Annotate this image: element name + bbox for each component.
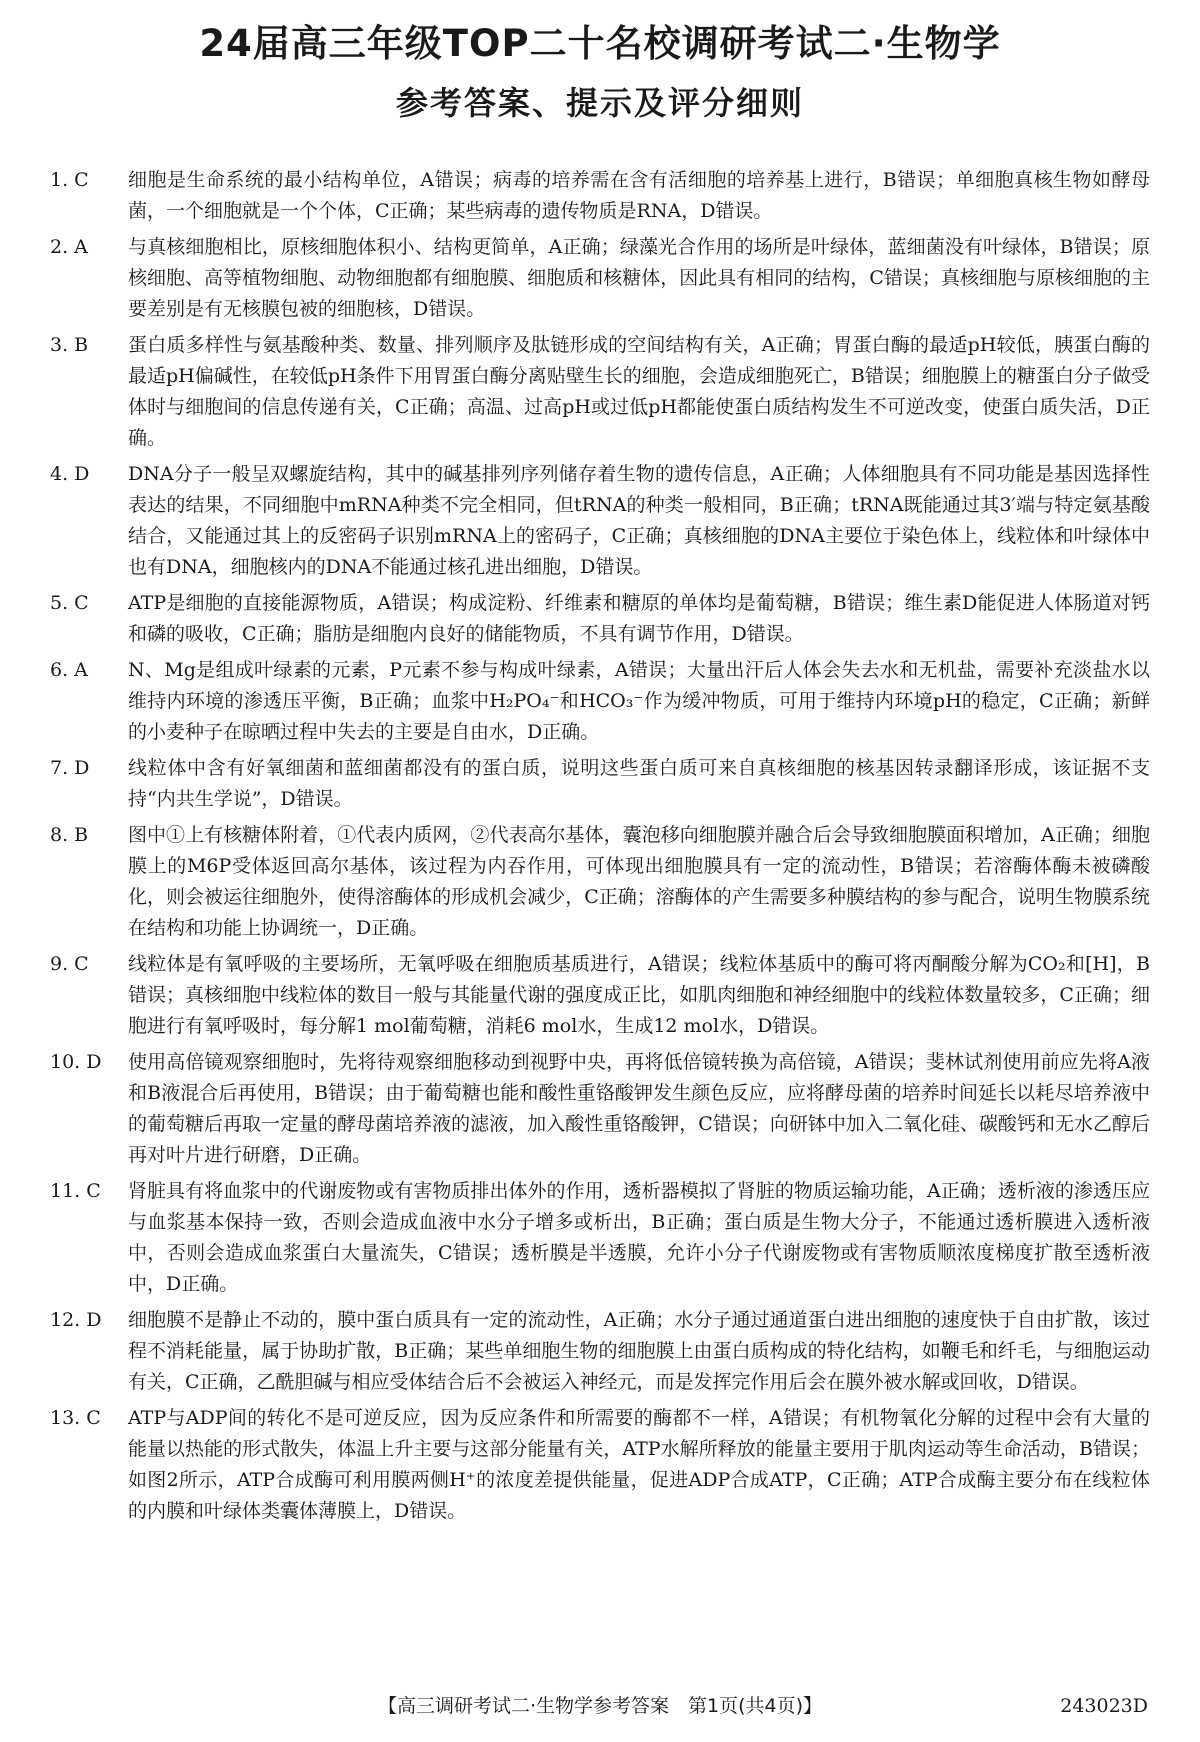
answer-number: 4. D [50,463,90,485]
answer-number: 12. D [50,1309,102,1331]
answer-explanation: DNA分子一般呈双螺旋结构，其中的碱基排列序列储存着生物的遗传信息，A正确；人体细胞具有不同功能是基因选择性表达的结果，不同细胞中mRNA种类不完全相同，但tRNA的种类一般相同，B正确；tRNA既能通过其3′端与特定氨基酸结合，又能通过其上的反密码子识别mRNA上的密码子，C正确；真核细胞的DNA主要位于染色体上，线粒体和叶绿体中也有DNA，细胞核内的DNA不能通过核孔进出细胞，D错误。 [128,463,1150,578]
answer-explanation: ATP是细胞的直接能源物质，A错误；构成淀粉、纤维素和糖原的单体均是葡萄糖，B错误；维生素D能促进人体肠道对钙和磷的吸收，C正确；脂肪是细胞内良好的储能物质，不具有调节作用，D错误。 [128,592,1150,645]
answer-item-5 [50,588,1150,650]
answer-item-13 [50,1403,1150,1527]
answer-explanation: 线粒体中含有好氧细菌和蓝细菌都没有的蛋白质，说明这些蛋白质可来自真核细胞的核基因转录翻译形成，该证据不支持“内共生学说”，D错误。 [128,757,1150,810]
document-title: 24届高三年级TOP二十名校调研考试二·生物学 [199,22,1001,65]
answer-explanation: 蛋白质多样性与氨基酸种类、数量、排列顺序及肽链形成的空间结构有关，A正确；胃蛋白酶的最适pH较低，胰蛋白酶的最适pH偏碱性，在较低pH条件下用胃蛋白酶分离贴壁生长的细胞，会造成细胞死亡，B错误；细胞膜上的糖蛋白分子做受体时与细胞间的信息传递有关，C正确；高温、过高pH或过低pH都能使蛋白质结构发生不可逆改变，使蛋白质失活，D正确。 [128,334,1150,449]
answer-item-6 [50,655,1150,748]
answer-item-8 [50,820,1150,944]
answer-number: 7. D [50,757,90,779]
answer-item-10 [50,1047,1150,1171]
answer-number: 8. B [50,824,89,846]
document-code: 243023D [1060,1695,1148,1717]
answer-item-1 [50,165,1150,227]
answer-number: 9. C [50,953,89,975]
answer-item-7 [50,753,1150,815]
answer-explanation: 细胞是生命系统的最小结构单位，A错误；病毒的培养需在含有活细胞的培养基上进行，B错误；单细胞真核生物如酵母菌，一个细胞就是一个个体，C正确；某些病毒的遗传物质是RNA，D错误。 [128,169,1150,222]
answer-explanation: 细胞膜不是静止不动的，膜中蛋白质具有一定的流动性，A正确；水分子通过通道蛋白进出细胞的速度快于自由扩散，该过程不消耗能量，属于协助扩散，B正确；某些单细胞生物的细胞膜上由蛋白质构成的特化结构，如鞭毛和纤毛，与细胞运动有关，C正确，乙酰胆碱与相应受体结合后不会被运入神经元，而是发挥完作用后会在膜外被水解或回收，D错误。 [128,1309,1150,1393]
answer-item-12 [50,1305,1150,1398]
answer-item-3 [50,330,1150,454]
answer-explanation: 线粒体是有氧呼吸的主要场所，无氧呼吸在细胞质基质进行，A错误；线粒体基质中的酶可将丙酮酸分解为CO₂和[H]，B错误；真核细胞中线粒体的数目一般与其能量代谢的强度成正比，如肌肉细胞和神经细胞中的线粒体数量较多，C正确；细胞进行有氧呼吸时，每分解1 mol葡萄糖，消耗6 mol水，生成12 mol水，D错误。 [128,953,1150,1037]
answer-number: 3. B [50,334,89,356]
footer-label: 【高三调研考试二·生物学参考答案 第1页(共4页)】 [377,1695,823,1717]
answer-number: 11. C [50,1180,101,1202]
answer-explanation: 与真核细胞相比，原核细胞体积小、结构更简单，A正确；绿藻光合作用的场所是叶绿体，蓝细菌没有叶绿体，B错误；原核细胞、高等植物细胞、动物细胞都有细胞膜、细胞质和核糖体，因此具有相同的结构，C错误；真核细胞与原核细胞的主要差别是有无核膜包被的细胞核，D错误。 [128,236,1150,320]
answer-number: 13. C [50,1407,101,1429]
answer-number: 5. C [50,592,89,614]
answer-list [50,165,1150,1532]
answer-explanation: N、Mg是组成叶绿素的元素，P元素不参与构成叶绿素，A错误；大量出汗后人体会失去水和无机盐，需要补充淡盐水以维持内环境的渗透压平衡，B正确；血浆中H₂PO₄⁻和HCO₃⁻作为缓冲物质，可用于维持内环境pH的稳定，C正确；新鲜的小麦种子在晾晒过程中失去的主要是自由水，D正确。 [128,659,1150,743]
answer-number: 1. C [50,169,89,191]
answer-item-2 [50,232,1150,325]
answer-number: 2. A [50,236,88,258]
answer-item-4 [50,459,1150,583]
document-subtitle: 参考答案、提示及评分细则 [395,84,804,122]
answer-explanation: 图中①上有核糖体附着，①代表内质网，②代表高尔基体，囊泡移向细胞膜并融合后会导致细胞膜面积增加，A正确；细胞膜上的M6P受体返回高尔基体，该过程为内吞作用，可体现出细胞膜具有一定的流动性，B错误；若溶酶体酶未被磷酸化，则会被运往细胞外，使得溶酶体的形成机会减少，C正确；溶酶体的产生需要多种膜结构的参与配合，说明生物膜系统在结构和功能上协调统一，D正确。 [128,824,1150,939]
answer-explanation: 肾脏具有将血浆中的代谢废物或有害物质排出体外的作用，透析器模拟了肾脏的物质运输功能，A正确；透析液的渗透压应与血浆基本保持一致，否则会造成血液中水分子增多或析出，B正确；蛋白质是生物大分子，不能通过透析膜进入透析液中，否则会造成血浆蛋白大量流失，C错误；透析膜是半透膜，允许小分子代谢废物或有害物质顺浓度梯度扩散至透析液中，D正确。 [128,1180,1150,1295]
answer-item-11 [50,1176,1150,1300]
answer-number: 10. D [50,1051,102,1073]
answer-number: 6. A [50,659,88,681]
answer-explanation: 使用高倍镜观察细胞时，先将待观察细胞移动到视野中央，再将低倍镜转换为高倍镜，A错误；斐林试剂使用前应先将A液和B液混合后再使用，B错误；由于葡萄糖也能和酸性重铬酸钾发生颜色反应，应将酵母菌的培养时间延长以耗尽培养液中的葡萄糖后再取一定量的酵母菌培养液的滤液，加入酸性重铬酸钾，C错误；向研钵中加入二氧化硅、碳酸钙和无水乙醇后再对叶片进行研磨，D正确。 [128,1051,1150,1166]
answer-explanation: ATP与ADP间的转化不是可逆反应，因为反应条件和所需要的酶都不一样，A错误；有机物氧化分解的过程中会有大量的能量以热能的形式散失，体温上升主要与这部分能量有关，ATP水解所释放的能量主要用于肌肉运动等生命活动，B错误；如图2所示，ATP合成酶可利用膜两侧H⁺的浓度差提供能量，促进ADP合成ATP，C正确；ATP合成酶主要分布在线粒体的内膜和叶绿体类囊体薄膜上，D错误。 [128,1407,1150,1522]
answer-item-9 [50,949,1150,1042]
